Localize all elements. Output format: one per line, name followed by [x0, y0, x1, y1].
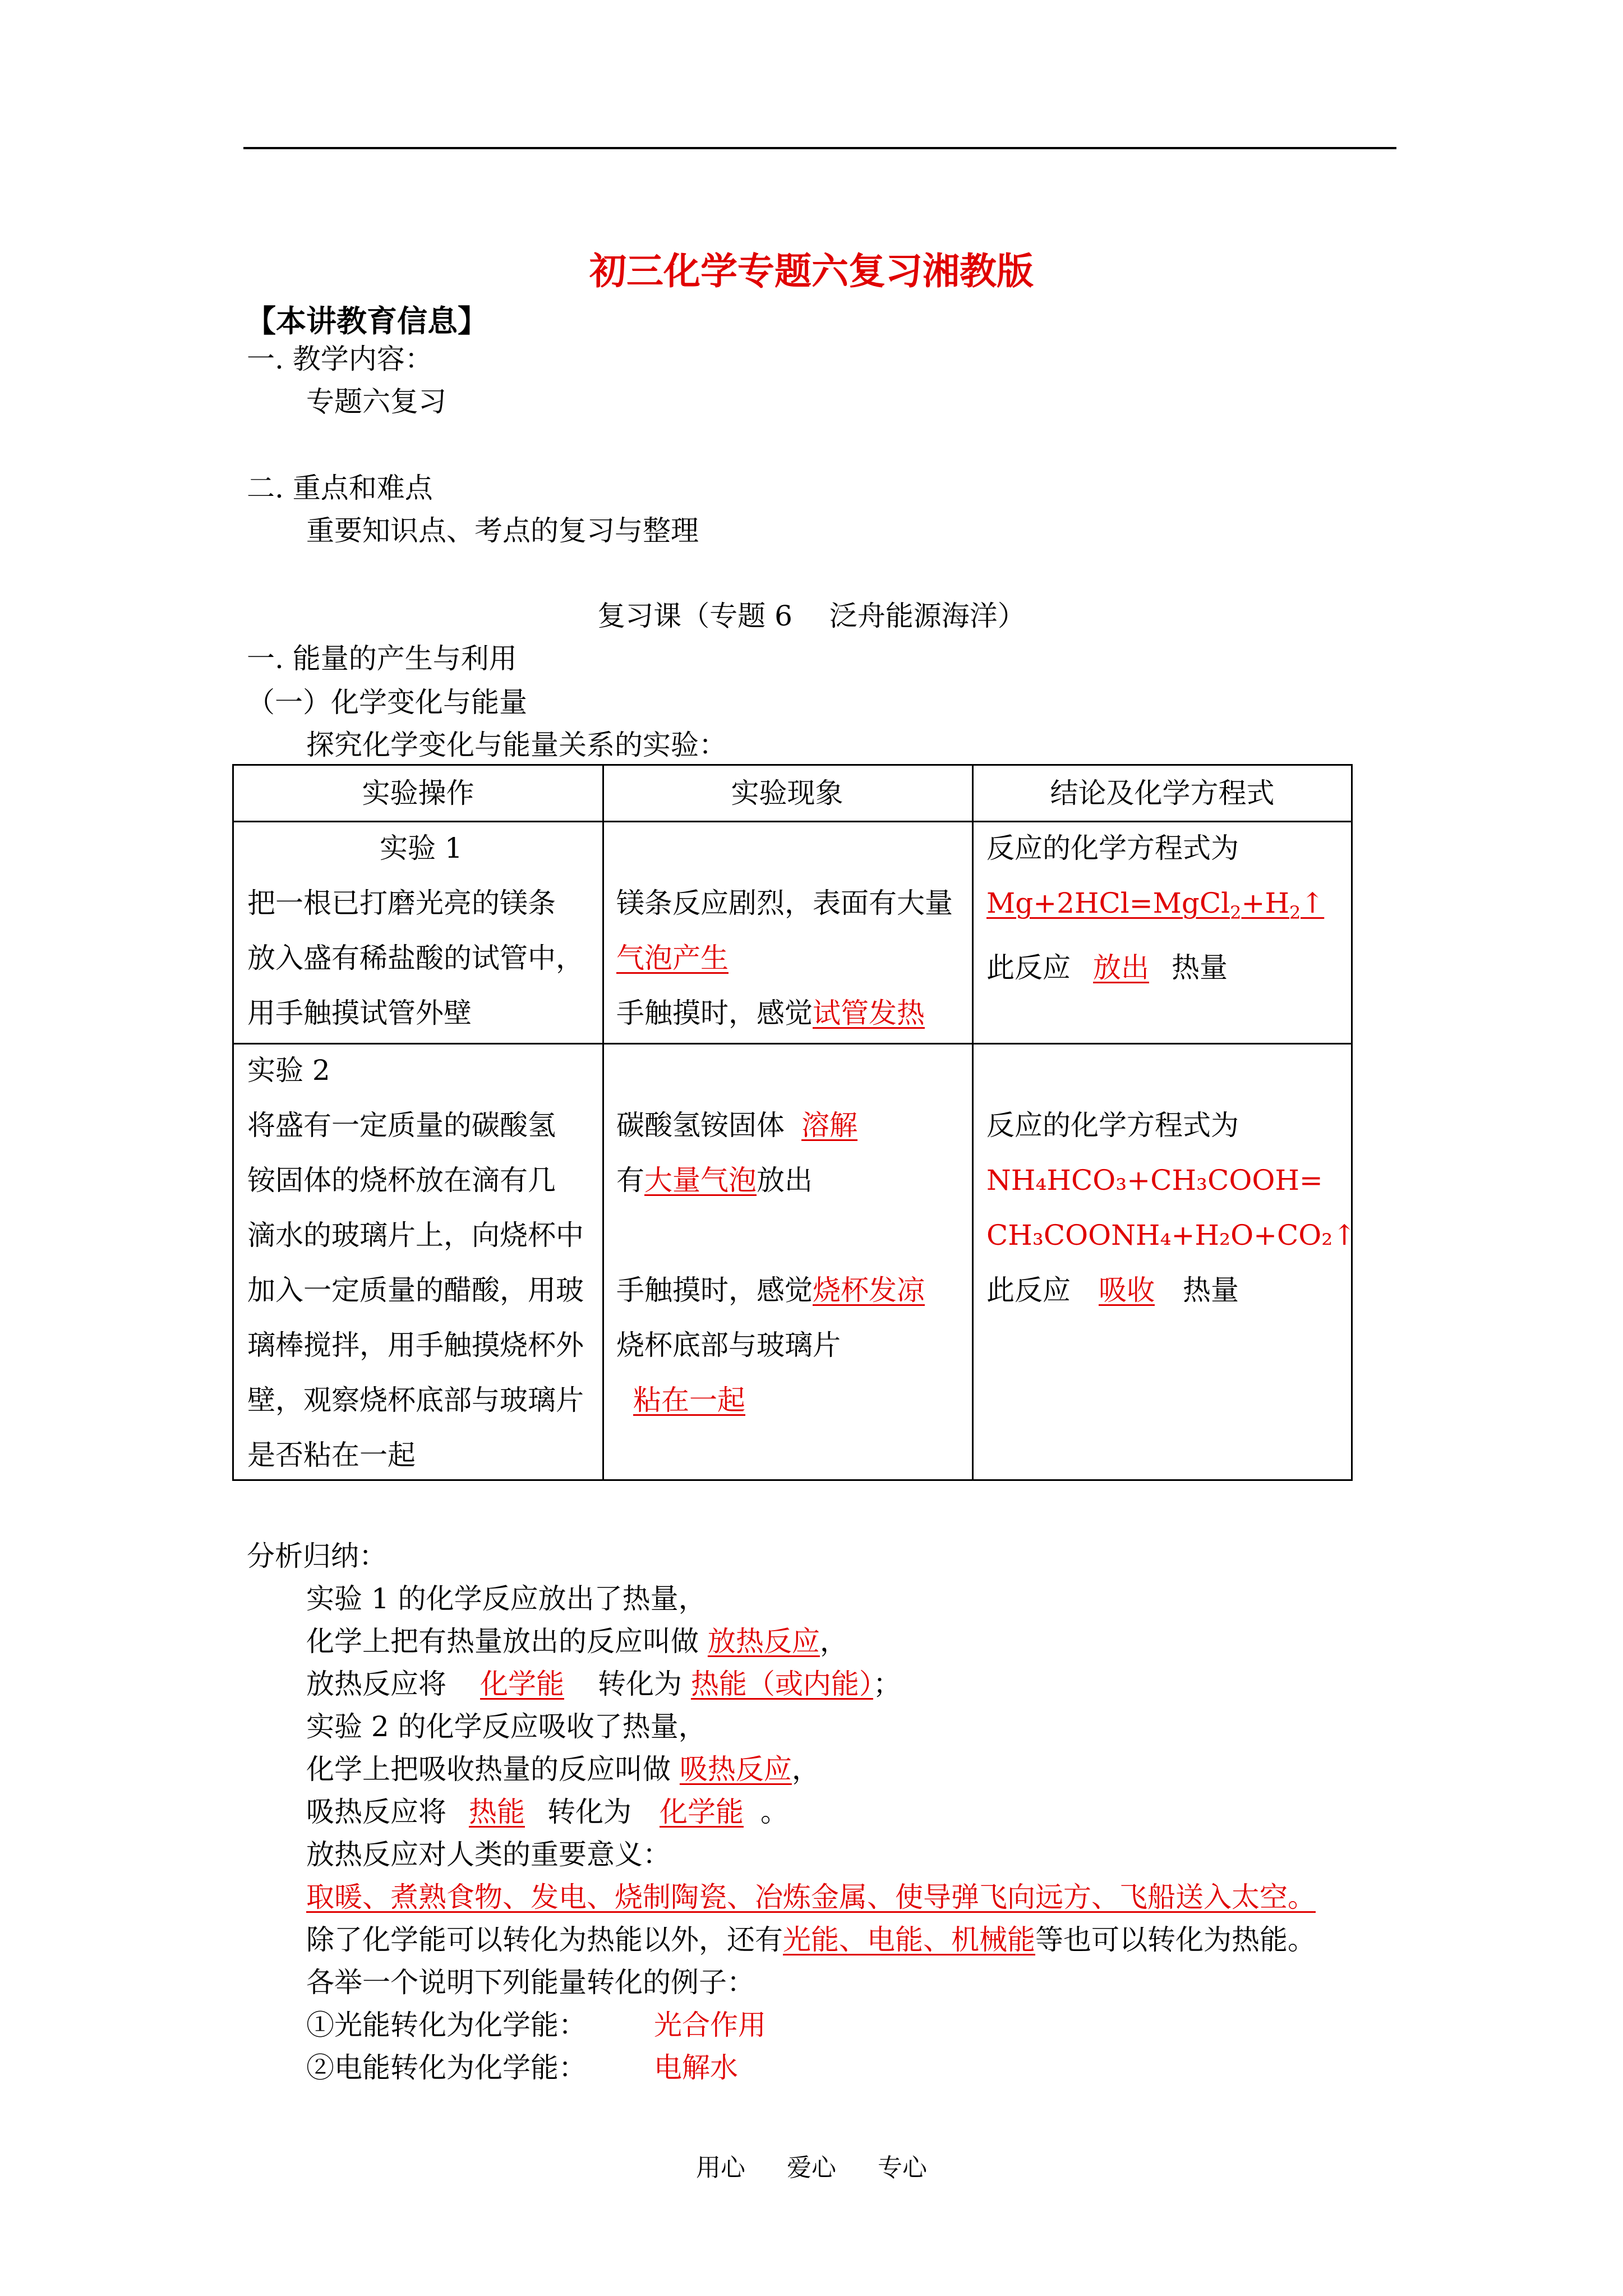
table-divider — [972, 766, 974, 1479]
section2-content: 重要知识点、考点的复习与整理 — [306, 514, 699, 547]
header-rule — [243, 147, 1396, 149]
text: 转化为 — [598, 1668, 682, 1700]
row2-op-line: 铵固体的烧杯放在滴有几 — [247, 1164, 556, 1197]
row2-phen2-suffix: 放出 — [757, 1164, 813, 1197]
row2-phen1-prefix: 碳酸氢铵固体 — [616, 1109, 785, 1142]
row1-conclusion — [986, 821, 1345, 995]
row2-equation-line2 — [986, 1208, 1357, 1263]
text: 化学上把吸收热量的反应叫做 — [306, 1753, 671, 1786]
analysis-heading: 分析归纳： — [247, 1540, 387, 1572]
text: 吸热反应将 — [306, 1796, 446, 1828]
analysis-line — [306, 1923, 1316, 1957]
text: ； — [873, 1668, 901, 1700]
analysis-line — [306, 1667, 901, 1701]
row1-op-title: 实验 1 — [380, 832, 463, 864]
row2-op-title: 实验 2 — [247, 1054, 330, 1087]
row2-phen5-answer: 粘在一起 — [633, 1384, 745, 1416]
answer: 热能 — [469, 1796, 525, 1828]
page-footer: 用心 爱心 专心 — [696, 2154, 927, 2182]
text: ， — [819, 1625, 848, 1658]
row1-phen1-prefix: 镁条反应剧烈，表面有大量 — [616, 887, 953, 919]
analysis-line: 各举一个说明下列能量转化的例子： — [306, 1966, 755, 1999]
text: 等也可以转化为热能。 — [1035, 1924, 1316, 1956]
part1-intro: 探究化学变化与能量关系的实验： — [306, 729, 727, 761]
text: 放热反应将 — [306, 1668, 446, 1700]
part1-sub: （一）化学变化与能量 — [247, 686, 527, 719]
answer: 光能、电能、机械能 — [783, 1924, 1035, 1956]
eq-part: CH₃COONH₄+H₂O+CO₂ — [986, 1219, 1333, 1251]
table-header: 实验操作 — [362, 777, 474, 809]
section1-label: 一. 教学内容： — [247, 343, 433, 375]
text: 。 — [760, 1796, 789, 1828]
analysis-line: ①光能转化为化学能： — [306, 2009, 587, 2041]
analysis-line: 实验 2 的化学反应吸收了热量， — [306, 1710, 707, 1743]
analysis-line — [306, 1880, 1316, 1914]
row2-heat-prefix: 此反应 — [986, 1274, 1071, 1306]
row2-conclusion — [986, 1098, 1357, 1318]
row2-phen3-prefix: 手触摸时，感觉 — [616, 1274, 813, 1306]
eq-part: Mg+2HCl=MgCl — [986, 887, 1230, 919]
analysis-line: 放热反应对人类的重要意义： — [306, 1838, 671, 1871]
answer: 热能（或内能） — [690, 1668, 873, 1700]
answer: 化学能 — [480, 1668, 564, 1700]
up-arrow-icon: ↑ — [1332, 1219, 1357, 1251]
section2-label: 二. 重点和难点 — [247, 472, 433, 504]
row1-phen1-answer: 气泡产生 — [616, 942, 728, 974]
row2-concl-prefix: 反应的化学方程式为 — [986, 1109, 1239, 1142]
row1-op-line: 放入盛有稀盐酸的试管中， — [247, 942, 584, 974]
section1-content: 专题六复习 — [306, 385, 446, 418]
row2-op-line: 加入一定质量的醋酸，用玻 — [247, 1274, 584, 1306]
row1-operation — [247, 821, 595, 1041]
row1-equation — [986, 876, 1345, 940]
analysis-line: ②电能转化为化学能： — [306, 2051, 587, 2084]
analysis-line — [306, 1625, 848, 1658]
row2-op-line: 将盛有一定质量的碳酸氢 — [247, 1109, 556, 1142]
row2-phen2-prefix: 有 — [616, 1164, 644, 1197]
row2-op-line: 壁，观察烧杯底部与玻璃片 — [247, 1384, 584, 1416]
page-title: 初三化学专题六复习湘教版 — [589, 249, 1034, 293]
row2-op-line: 璃棒搅拌，用手触摸烧杯外 — [247, 1329, 584, 1361]
table-divider — [602, 766, 604, 1479]
experiment-table — [232, 764, 1357, 1481]
answer: 电解水 — [654, 2051, 738, 2084]
row2-operation — [247, 1043, 595, 1483]
row1-heat-prefix: 此反应 — [986, 951, 1071, 984]
row1-heat-answer: 放出 — [1093, 951, 1149, 984]
answer: 化学能 — [660, 1796, 744, 1828]
analysis-line — [306, 1752, 820, 1786]
row2-equation-line1: NH₄HCO₃+CH₃COOH= — [986, 1164, 1323, 1197]
answer: 吸热反应 — [679, 1753, 792, 1786]
course-title: 复习课（专题 6 泛舟能源海洋） — [597, 600, 1026, 632]
row1-heat-suffix: 热量 — [1172, 951, 1228, 984]
row2-phen1-answer: 溶解 — [801, 1109, 857, 1142]
part1-heading: 一. 能量的产生与利用 — [247, 642, 517, 675]
text: ， — [791, 1753, 820, 1786]
row2-phen2-answer: 大量气泡 — [644, 1164, 757, 1197]
section-header: 【本讲教育信息】 — [246, 303, 488, 339]
row2-phenomenon — [616, 1098, 970, 1428]
table-header: 实验现象 — [731, 777, 843, 809]
row1-phen2-prefix: 手触摸时，感觉 — [616, 997, 813, 1029]
up-arrow-icon: ↑ — [1301, 887, 1325, 919]
row1-op-line: 用手触摸试管外壁 — [247, 997, 472, 1029]
eq-sub: 2 — [1289, 902, 1301, 923]
table-header: 结论及化学方程式 — [1050, 777, 1275, 809]
answer: 光合作用 — [654, 2009, 766, 2041]
text: 除了化学能可以转化为热能以外，还有 — [306, 1924, 783, 1956]
row2-phen3-answer: 烧杯发凉 — [813, 1274, 925, 1306]
eq-part: +H — [1241, 887, 1289, 919]
row1-op-line: 把一根已打磨光亮的镁条 — [247, 887, 556, 919]
row2-op-line: 是否粘在一起 — [247, 1439, 416, 1471]
analysis-line — [306, 1795, 789, 1829]
eq-sub: 2 — [1230, 902, 1242, 923]
answer: 放热反应 — [707, 1625, 820, 1658]
row2-phen4: 烧杯底部与玻璃片 — [616, 1329, 841, 1361]
text: 化学上把有热量放出的反应叫做 — [306, 1625, 699, 1658]
row1-phen2-answer: 试管发热 — [813, 997, 925, 1029]
answer: 取暖、煮熟食物、发电、烧制陶瓷、冶炼金属、使导弹飞向远方、飞船送入太空。 — [306, 1881, 1316, 1913]
row2-heat-suffix: 热量 — [1183, 1274, 1239, 1306]
text: 转化为 — [547, 1796, 631, 1828]
row1-concl-prefix: 反应的化学方程式为 — [986, 832, 1239, 864]
row2-heat-answer: 吸收 — [1099, 1274, 1155, 1306]
analysis-line: 实验 1 的化学反应放出了热量， — [306, 1582, 707, 1615]
row2-op-line: 滴水的玻璃片上，向烧杯中 — [247, 1219, 584, 1251]
row1-phenomenon — [616, 876, 970, 1041]
